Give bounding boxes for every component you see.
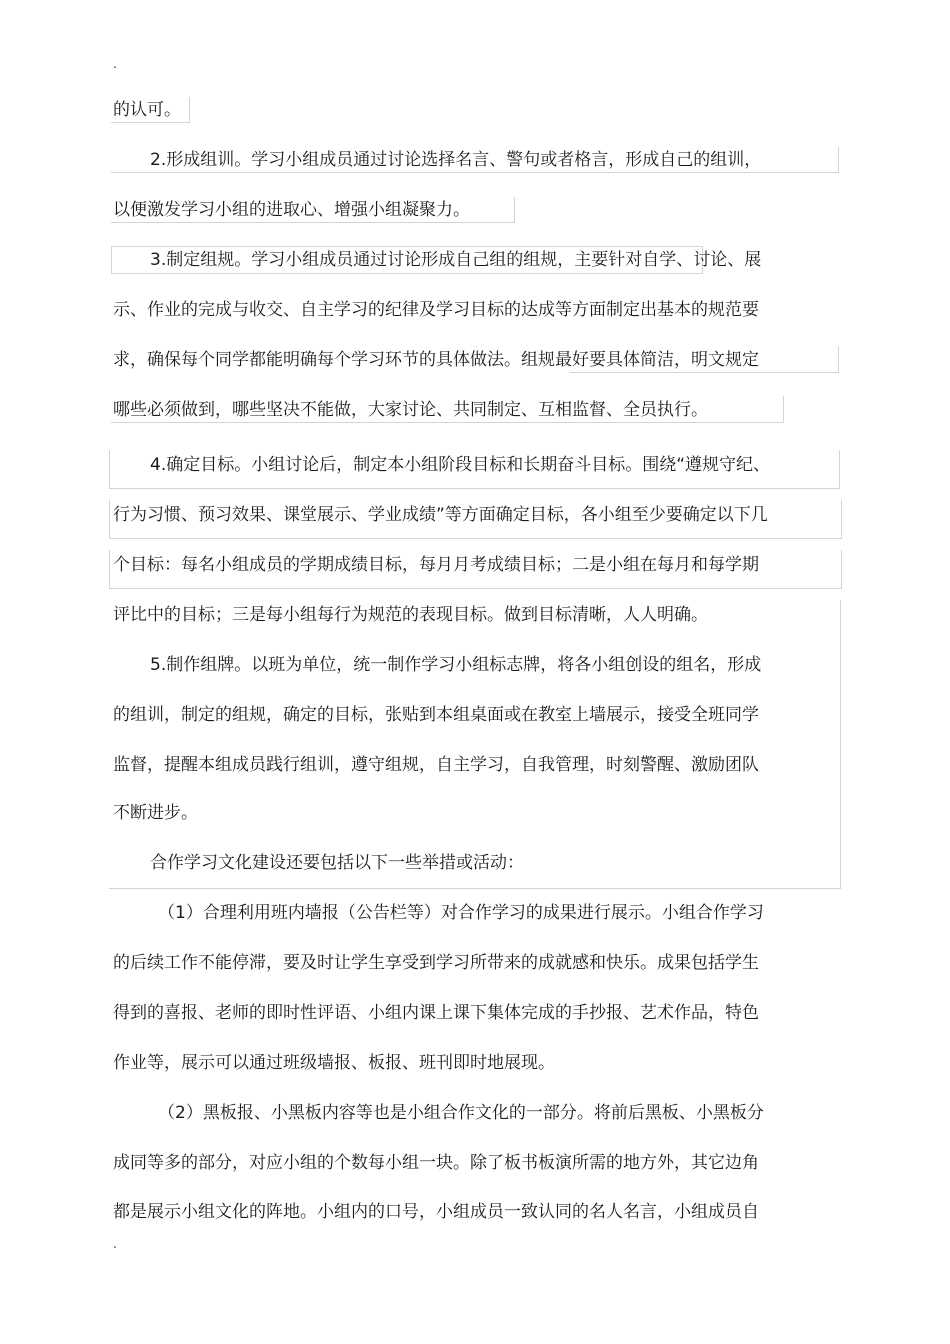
text-line: 行为习惯、预习效果、课堂展示、学业成绩”等方面确定目标，各小组至少要确定以下几 xyxy=(113,505,768,525)
text-line: 5.制作组牌。以班为单位，统一制作学习小组标志牌，将各小组创设的组名，形成 xyxy=(150,655,762,675)
text-line: 以便激发学习小组的进取心、增强小组凝聚力。 xyxy=(113,200,470,220)
text-line: 3.制定组规。学习小组成员通过讨论形成自己组的组规，主要针对自学、讨论、展 xyxy=(150,250,762,270)
page-marker-top: . xyxy=(113,57,117,71)
text-line: 的组训，制定的组规，确定的目标，张贴到本组桌面或在教室上墙展示，接受全班同学 xyxy=(113,705,759,725)
text-line: 成同等多的部分，对应小组的个数每小组一块。除了板书板演所需的地方外，其它边角 xyxy=(113,1153,759,1173)
text-line: 2.形成组训。学习小组成员通过讨论选择名言、警句或者格言，形成自己的组训， xyxy=(150,150,762,170)
text-frame xyxy=(109,600,841,889)
text-line: （1）合理利用班内墙报（公告栏等）对合作学习的成果进行展示。小组合作学习 xyxy=(158,903,764,923)
text-line: 4.确定目标。小组讨论后，制定本小组阶段目标和长期奋斗目标。围绕“遵规守纪、 xyxy=(150,455,771,475)
text-line: 求，确保每个同学都能明确每个学习环节的具体做法。组规最好要具体简洁，明文规定 xyxy=(113,350,759,370)
text-line: 合作学习文化建设还要包括以下一些举措或活动： xyxy=(150,853,524,873)
text-line: 作业等，展示可以通过班级墙报、板报、班刊即时地展现。 xyxy=(113,1053,555,1073)
text-line: 示、作业的完成与收交、自主学习的纪律及学习目标的达成等方面制定出基本的规范要 xyxy=(113,300,759,320)
text-line: 的后续工作不能停滞，要及时让学生享受到学习所带来的成就感和快乐。成果包括学生 xyxy=(113,953,759,973)
text-line: 监督，提醒本组成员践行组训，遵守组规，自主学习，自我管理，时刻警醒、激励团队 xyxy=(113,755,759,775)
text-line: （2）黑板报、小黑板内容等也是小组合作文化的一部分。将前后黑板、小黑板分 xyxy=(158,1103,764,1123)
text-line: 评比中的目标；三是每小组每行为规范的表现目标。做到目标清晰，人人明确。 xyxy=(113,605,708,625)
text-line: 哪些必须做到，哪些坚决不能做，大家讨论、共同制定、互相监督、全员执行。 xyxy=(113,400,708,420)
page-marker-bottom: . xyxy=(113,1237,117,1251)
text-line: 不断进步。 xyxy=(113,803,198,823)
text-line: 个目标：每名小组成员的学期成绩目标，每月月考成绩目标；二是小组在每月和每学期 xyxy=(113,555,759,575)
text-line: 的认可。 xyxy=(113,100,181,120)
text-line: 都是展示小组文化的阵地。小组内的口号，小组成员一致认同的名人名言，小组成员自 xyxy=(113,1202,759,1222)
text-line: 得到的喜报、老师的即时性评语、小组内课上课下集体完成的手抄报、艺术作品，特色 xyxy=(113,1003,759,1023)
